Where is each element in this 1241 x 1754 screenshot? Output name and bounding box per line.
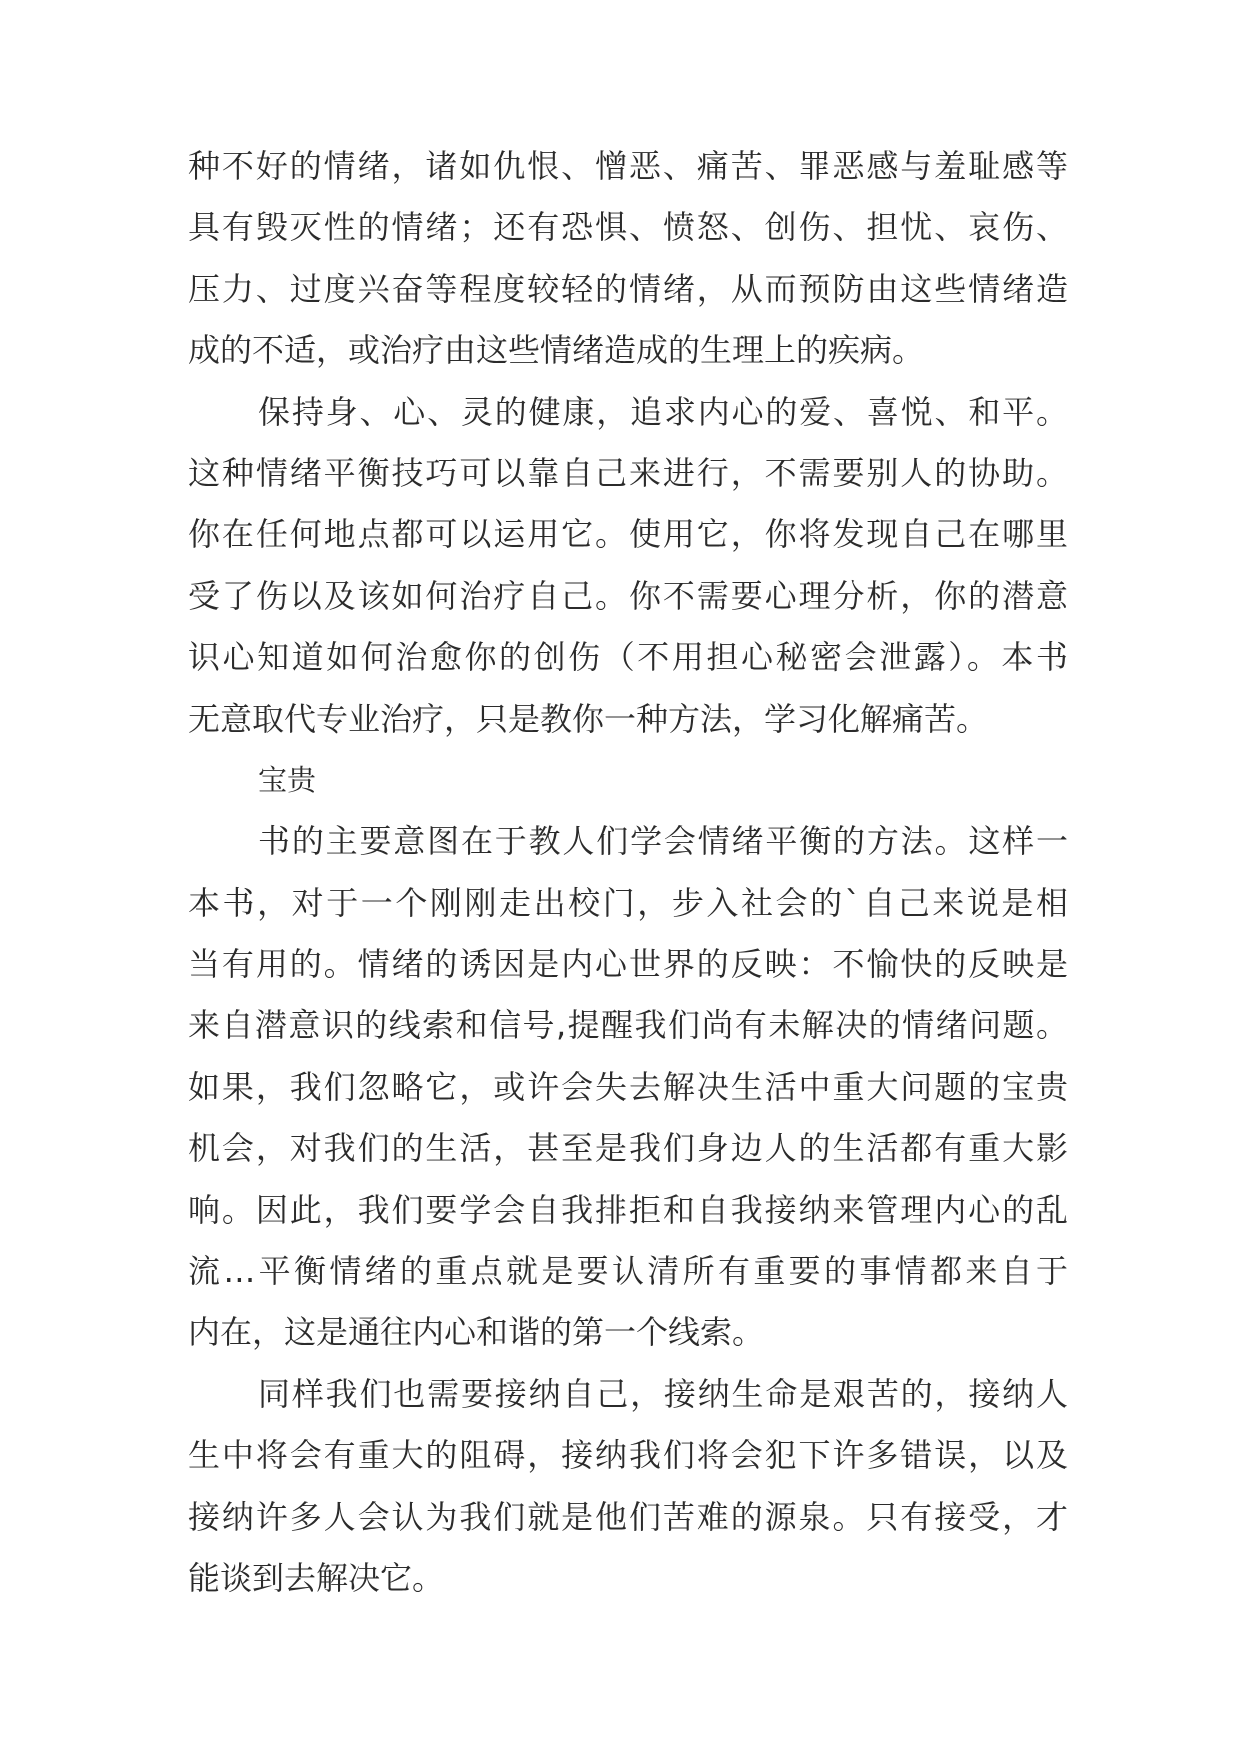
text-line: 书的主要意图在于教人们学会情绪平衡的方法。这样一 <box>258 822 1068 861</box>
text-line: 机会，对我们的生活，甚至是我们身边人的生活都有重大影 <box>188 1129 1068 1168</box>
text-line: 这种情绪平衡技巧可以靠自己来进行，不需要别人的协助。 <box>188 453 1068 492</box>
paragraph <box>188 136 1068 382</box>
text-line: 接纳许多人会认为我们就是他们苦难的源泉。只有接受，才 <box>188 1497 1068 1536</box>
text-line: 来自潜意识的线索和信号,提醒我们尚有未解决的情绪问题。 <box>188 1006 1068 1045</box>
text-line: 同样我们也需要接纳自己，接纳生命是艰苦的，接纳人 <box>258 1374 1068 1413</box>
text-line: 无意取代专业治疗，只是教你一种方法，学习化解痛苦。 <box>188 699 989 738</box>
text-line: 识心知道如何治愈你的创伤（不用担心秘密会泄露）。本书 <box>188 638 1068 677</box>
document-body <box>188 136 1068 1609</box>
text-line: 能谈到去解决它。 <box>188 1558 445 1597</box>
text-line: 生中将会有重大的阻碍，接纳我们将会犯下许多错误，以及 <box>188 1436 1068 1475</box>
section-heading <box>188 750 1068 811</box>
text-line: 流…平衡情绪的重点就是要认清所有重要的事情都来自于 <box>188 1252 1068 1291</box>
paragraph <box>188 382 1068 750</box>
text-line: 成的不适，或治疗由这些情绪造成的生理上的疾病。 <box>188 331 925 370</box>
text-line: 本书，对于一个刚刚走出校门，步入社会的`自己来说是相 <box>188 883 1068 922</box>
text-line: 保持身、心、灵的健康，追求内心的爱、喜悦、和平。 <box>258 392 1068 431</box>
paragraph <box>188 1364 1068 1610</box>
text-line: 压力、过度兴奋等程度较轻的情绪，从而预防由这些情绪造 <box>188 269 1068 308</box>
text-line: 受了伤以及该如何治疗自己。你不需要心理分析，你的潜意 <box>188 576 1068 615</box>
text-line: 当有用的。情绪的诱因是内心世界的反映：不愉快的反映是 <box>188 945 1068 984</box>
paragraph <box>188 811 1068 1364</box>
text-line: 内在，这是通往内心和谐的第一个线索。 <box>188 1313 765 1352</box>
heading-text: 宝贵 <box>258 762 317 797</box>
text-line: 响。因此，我们要学会自我排拒和自我接纳来管理内心的乱 <box>188 1190 1068 1229</box>
text-line: 种不好的情绪，诸如仇恨、憎恶、痛苦、罪恶感与羞耻感等 <box>188 147 1068 185</box>
text-line: 你在任何地点都可以运用它。使用它，你将发现自己在哪里 <box>188 515 1068 554</box>
text-line: 具有毁灭性的情绪；还有恐惧、愤怒、创伤、担忧、哀伤、 <box>188 208 1068 247</box>
text-line: 如果，我们忽略它，或许会失去解决生活中重大问题的宝贵 <box>188 1067 1068 1106</box>
